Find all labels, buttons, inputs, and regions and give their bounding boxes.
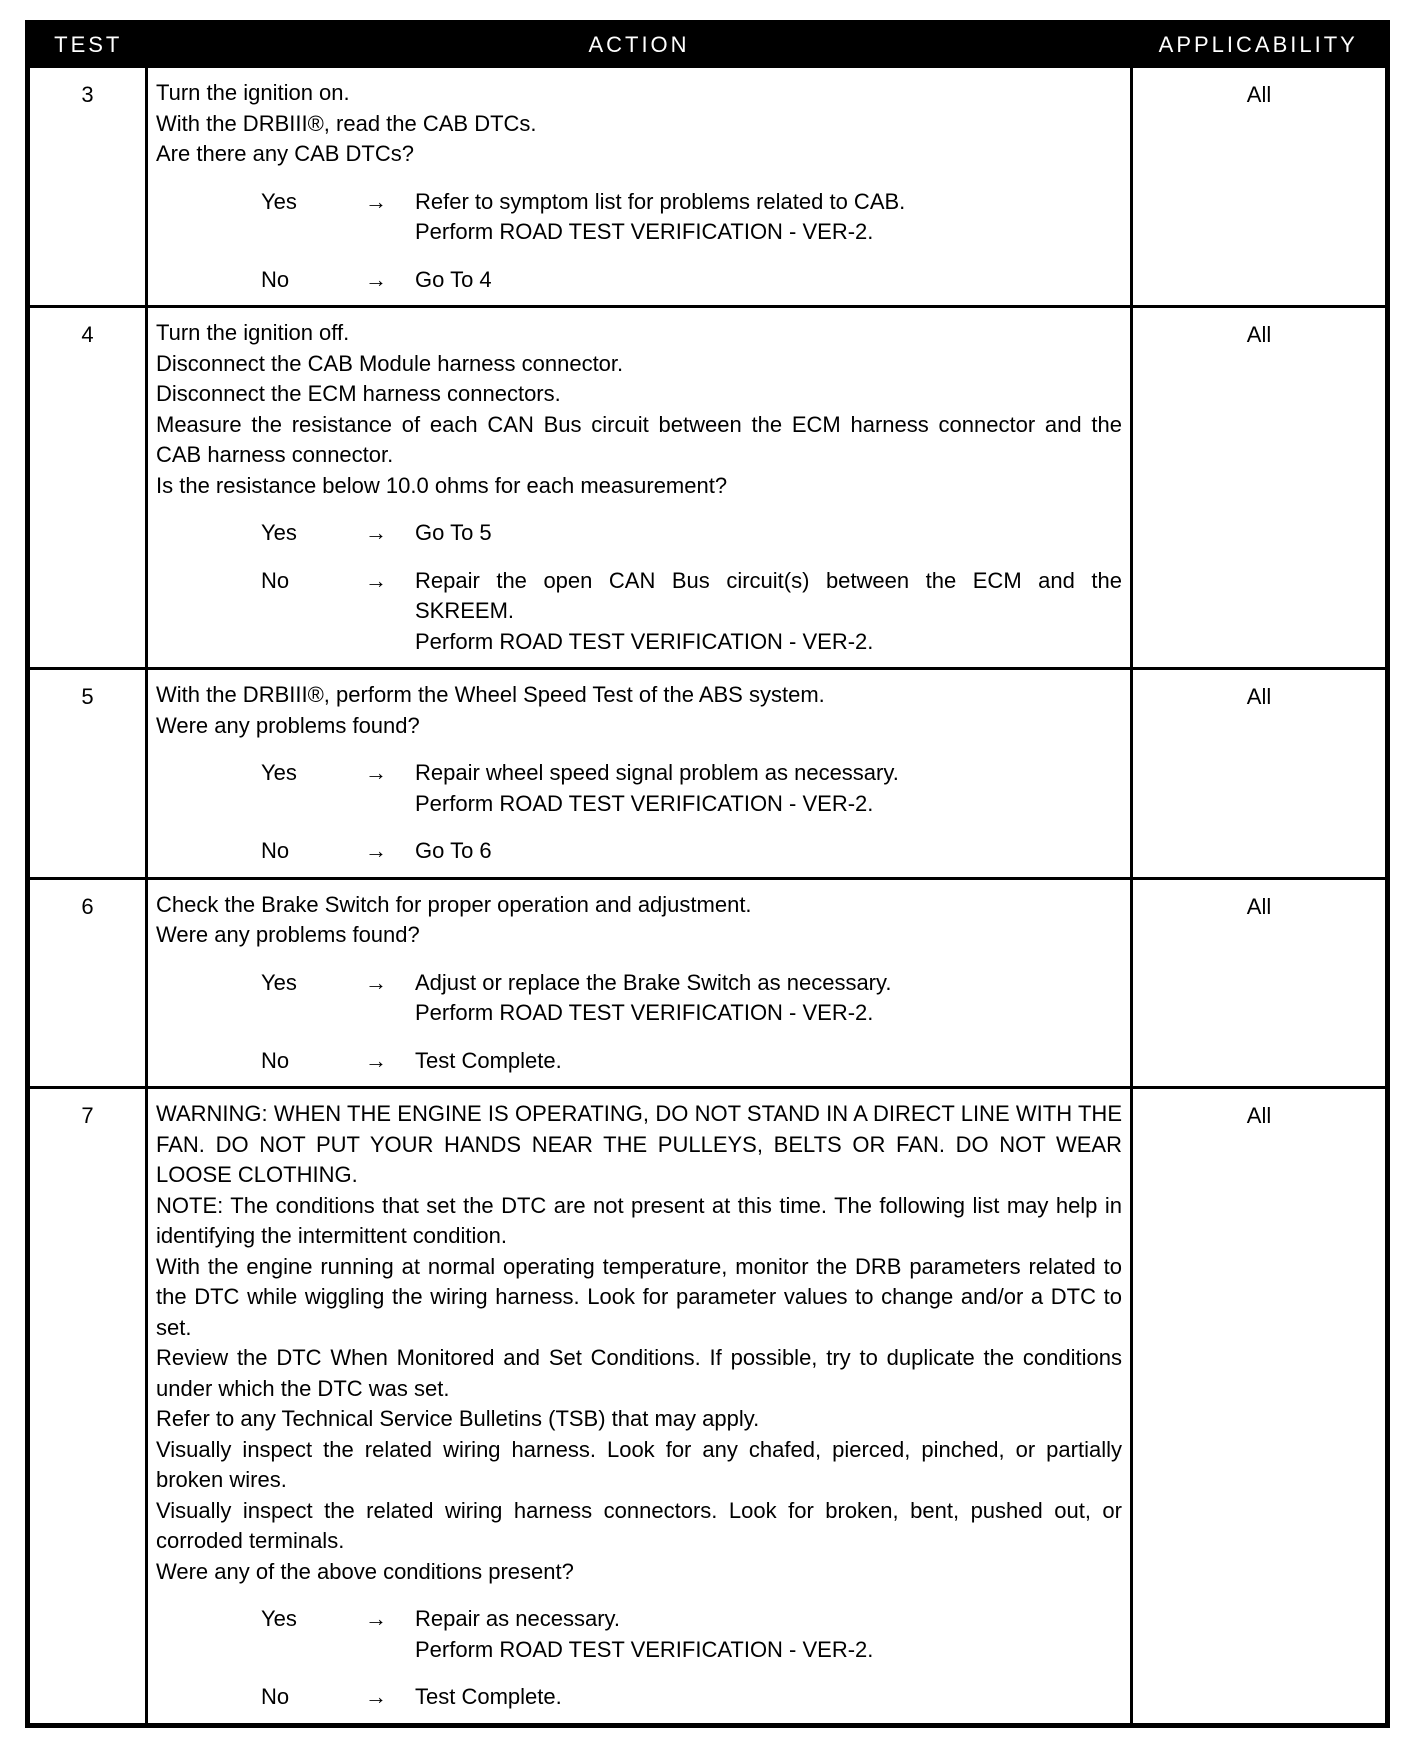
outcome-yes: [156, 1604, 1122, 1665]
outcome-result-line: Go To 6: [415, 838, 492, 863]
outcome-answer: Yes: [261, 520, 297, 545]
outcome-answer: No: [261, 567, 290, 593]
outcome-result-line: Refer to symptom list for problems related to CAB.: [415, 188, 906, 214]
outcome-answer: No: [261, 266, 290, 292]
outcome-result-line: Adjust or replace the Brake Switch as necessary.: [415, 969, 892, 995]
test-number: 3: [28, 67, 147, 307]
outcome-answer: No: [261, 1047, 290, 1073]
action-step: Check the Brake Switch for proper operation and adjustment.: [156, 891, 752, 917]
table-row: [28, 1088, 1388, 1726]
table-row: [28, 878, 1388, 1088]
arrow-right-icon: →: [365, 1606, 387, 1631]
table-row: [28, 669, 1388, 879]
outcome-result-line: Perform ROAD TEST VERIFICATION - VER-2.: [415, 628, 874, 654]
arrow-right-icon: →: [365, 760, 387, 785]
action-step: Turn the ignition on.: [156, 80, 350, 105]
test-number: 7: [28, 1088, 147, 1726]
outcome-answer: Yes: [261, 1606, 297, 1631]
outcome-result-line: Test Complete.: [415, 1047, 562, 1073]
outcome-no: [156, 1682, 1122, 1713]
action-step: Visually inspect the related wiring harness. Look for any chafed, pierced, pinched, or partially broken wires.: [156, 1436, 1122, 1492]
applicability-value: All: [1132, 1088, 1388, 1726]
arrow-right-icon: →: [365, 1684, 387, 1709]
outcome-yes: [156, 518, 1122, 549]
outcome-answer: Yes: [261, 760, 297, 785]
test-number: 6: [28, 878, 147, 1088]
diagnostic-test-table: [25, 20, 1390, 1728]
applicability-value: All: [1132, 878, 1388, 1088]
header-applicability: APPLICABILITY: [1132, 23, 1388, 67]
action-step: With the engine running at normal operating temperature, monitor the DRB parameters related to the DTC while wiggling the wiring harness. Look for parameter values to change and/or a DTC to set.: [156, 1253, 1122, 1340]
action-step: Turn the ignition off.: [156, 320, 350, 345]
arrow-right-icon: →: [365, 520, 387, 545]
header-test: TEST: [28, 23, 147, 67]
action-step: Were any problems found?: [156, 712, 420, 738]
action-step: With the DRBIII®, perform the Wheel Speed Test of the ABS system.: [156, 682, 825, 707]
table-row: [28, 67, 1388, 307]
applicability-value: All: [1132, 307, 1388, 669]
action-step: Is the resistance below 10.0 ohms for each measurement?: [156, 472, 728, 498]
outcome-result-line: Repair as necessary.: [415, 1606, 621, 1631]
action-step: With the DRBIII®, read the CAB DTCs.: [156, 110, 537, 136]
outcome-result-line: Repair the open CAN Bus circuit(s) between the ECM and the SKREEM.: [415, 567, 1122, 623]
outcome-result-line: Go To 4: [415, 266, 492, 292]
test-number: 5: [28, 669, 147, 879]
outcome-result: [415, 758, 1122, 819]
applicability-value: All: [1132, 669, 1388, 879]
outcome-result: [415, 566, 1122, 658]
outcome-result-line: Perform ROAD TEST VERIFICATION - VER-2.: [415, 790, 874, 816]
outcome-result: [415, 187, 1122, 248]
outcome-yes: [156, 187, 1122, 248]
outcome-no: [156, 836, 1122, 867]
applicability-value: All: [1132, 67, 1388, 307]
action-step: Measure the resistance of each CAN Bus circuit between the ECM harness connector and the CAB harness connector.: [156, 411, 1122, 467]
outcome-result-line: Perform ROAD TEST VERIFICATION - VER-2.: [415, 1636, 874, 1662]
action-step: Disconnect the CAB Module harness connector.: [156, 350, 624, 376]
action-cell: [147, 307, 1132, 669]
action-cell: [147, 669, 1132, 879]
outcome-result: [415, 1682, 1122, 1713]
outcome-no: [156, 265, 1122, 296]
header-action: ACTION: [147, 23, 1132, 67]
action-step: Review the DTC When Monitored and Set Conditions. If possible, try to duplicate the conditions under which the DTC was set.: [156, 1345, 1122, 1401]
outcome-yes: [156, 758, 1122, 819]
outcome-answer: Yes: [261, 188, 297, 214]
outcome-no: [156, 566, 1122, 658]
outcome-result-line: Perform ROAD TEST VERIFICATION - VER-2.: [415, 1000, 874, 1025]
outcome-result: [415, 1604, 1122, 1665]
outcome-yes: [156, 968, 1122, 1029]
action-step: WARNING: WHEN THE ENGINE IS OPERATING, DO NOT STAND IN A DIRECT LINE WITH THE FAN. DO NOT PUT YOUR HANDS NEAR THE PULLEYS, BELTS OR FAN. DO NOT WEAR LOOSE CLOTHING.: [156, 1101, 1122, 1187]
outcome-result: [415, 836, 1122, 867]
outcome-result: [415, 265, 1122, 296]
outcome-result: [415, 518, 1122, 549]
action-step: Are there any CAB DTCs?: [156, 141, 414, 166]
arrow-right-icon: →: [365, 838, 387, 863]
outcome-result-line: Go To 5: [415, 520, 492, 545]
arrow-right-icon: →: [365, 188, 387, 214]
outcome-answer: Yes: [261, 969, 297, 995]
action-cell: [147, 1088, 1132, 1726]
arrow-right-icon: →: [365, 266, 387, 292]
outcome-result: [415, 1046, 1122, 1077]
arrow-right-icon: →: [365, 969, 387, 995]
action-step: Were any of the above conditions present?: [156, 1558, 574, 1584]
outcome-result: [415, 968, 1122, 1029]
outcome-answer: No: [261, 838, 290, 863]
action-step: Visually inspect the related wiring harness connectors. Look for broken, bent, pushed out, or corroded terminals.: [156, 1497, 1122, 1553]
action-step: Disconnect the ECM harness connectors.: [156, 381, 561, 406]
action-cell: [147, 878, 1132, 1088]
outcome-result-line: Repair wheel speed signal problem as necessary.: [415, 760, 899, 785]
arrow-right-icon: →: [365, 1047, 387, 1073]
table-body: [28, 67, 1388, 1726]
test-number: 4: [28, 307, 147, 669]
table-row: [28, 307, 1388, 669]
arrow-right-icon: →: [365, 567, 387, 593]
action-step: Were any problems found?: [156, 922, 420, 947]
outcome-result-line: Test Complete.: [415, 1684, 562, 1709]
action-step: NOTE: The conditions that set the DTC are not present at this time. The following list may help in identifying the intermittent condition.: [156, 1192, 1122, 1248]
outcome-answer: No: [261, 1684, 290, 1709]
outcome-no: [156, 1046, 1122, 1077]
action-step: Refer to any Technical Service Bulletins (TSB) that may apply.: [156, 1406, 760, 1431]
table-header-row: [28, 23, 1388, 67]
outcome-result-line: Perform ROAD TEST VERIFICATION - VER-2.: [415, 219, 874, 244]
action-cell: [147, 67, 1132, 307]
